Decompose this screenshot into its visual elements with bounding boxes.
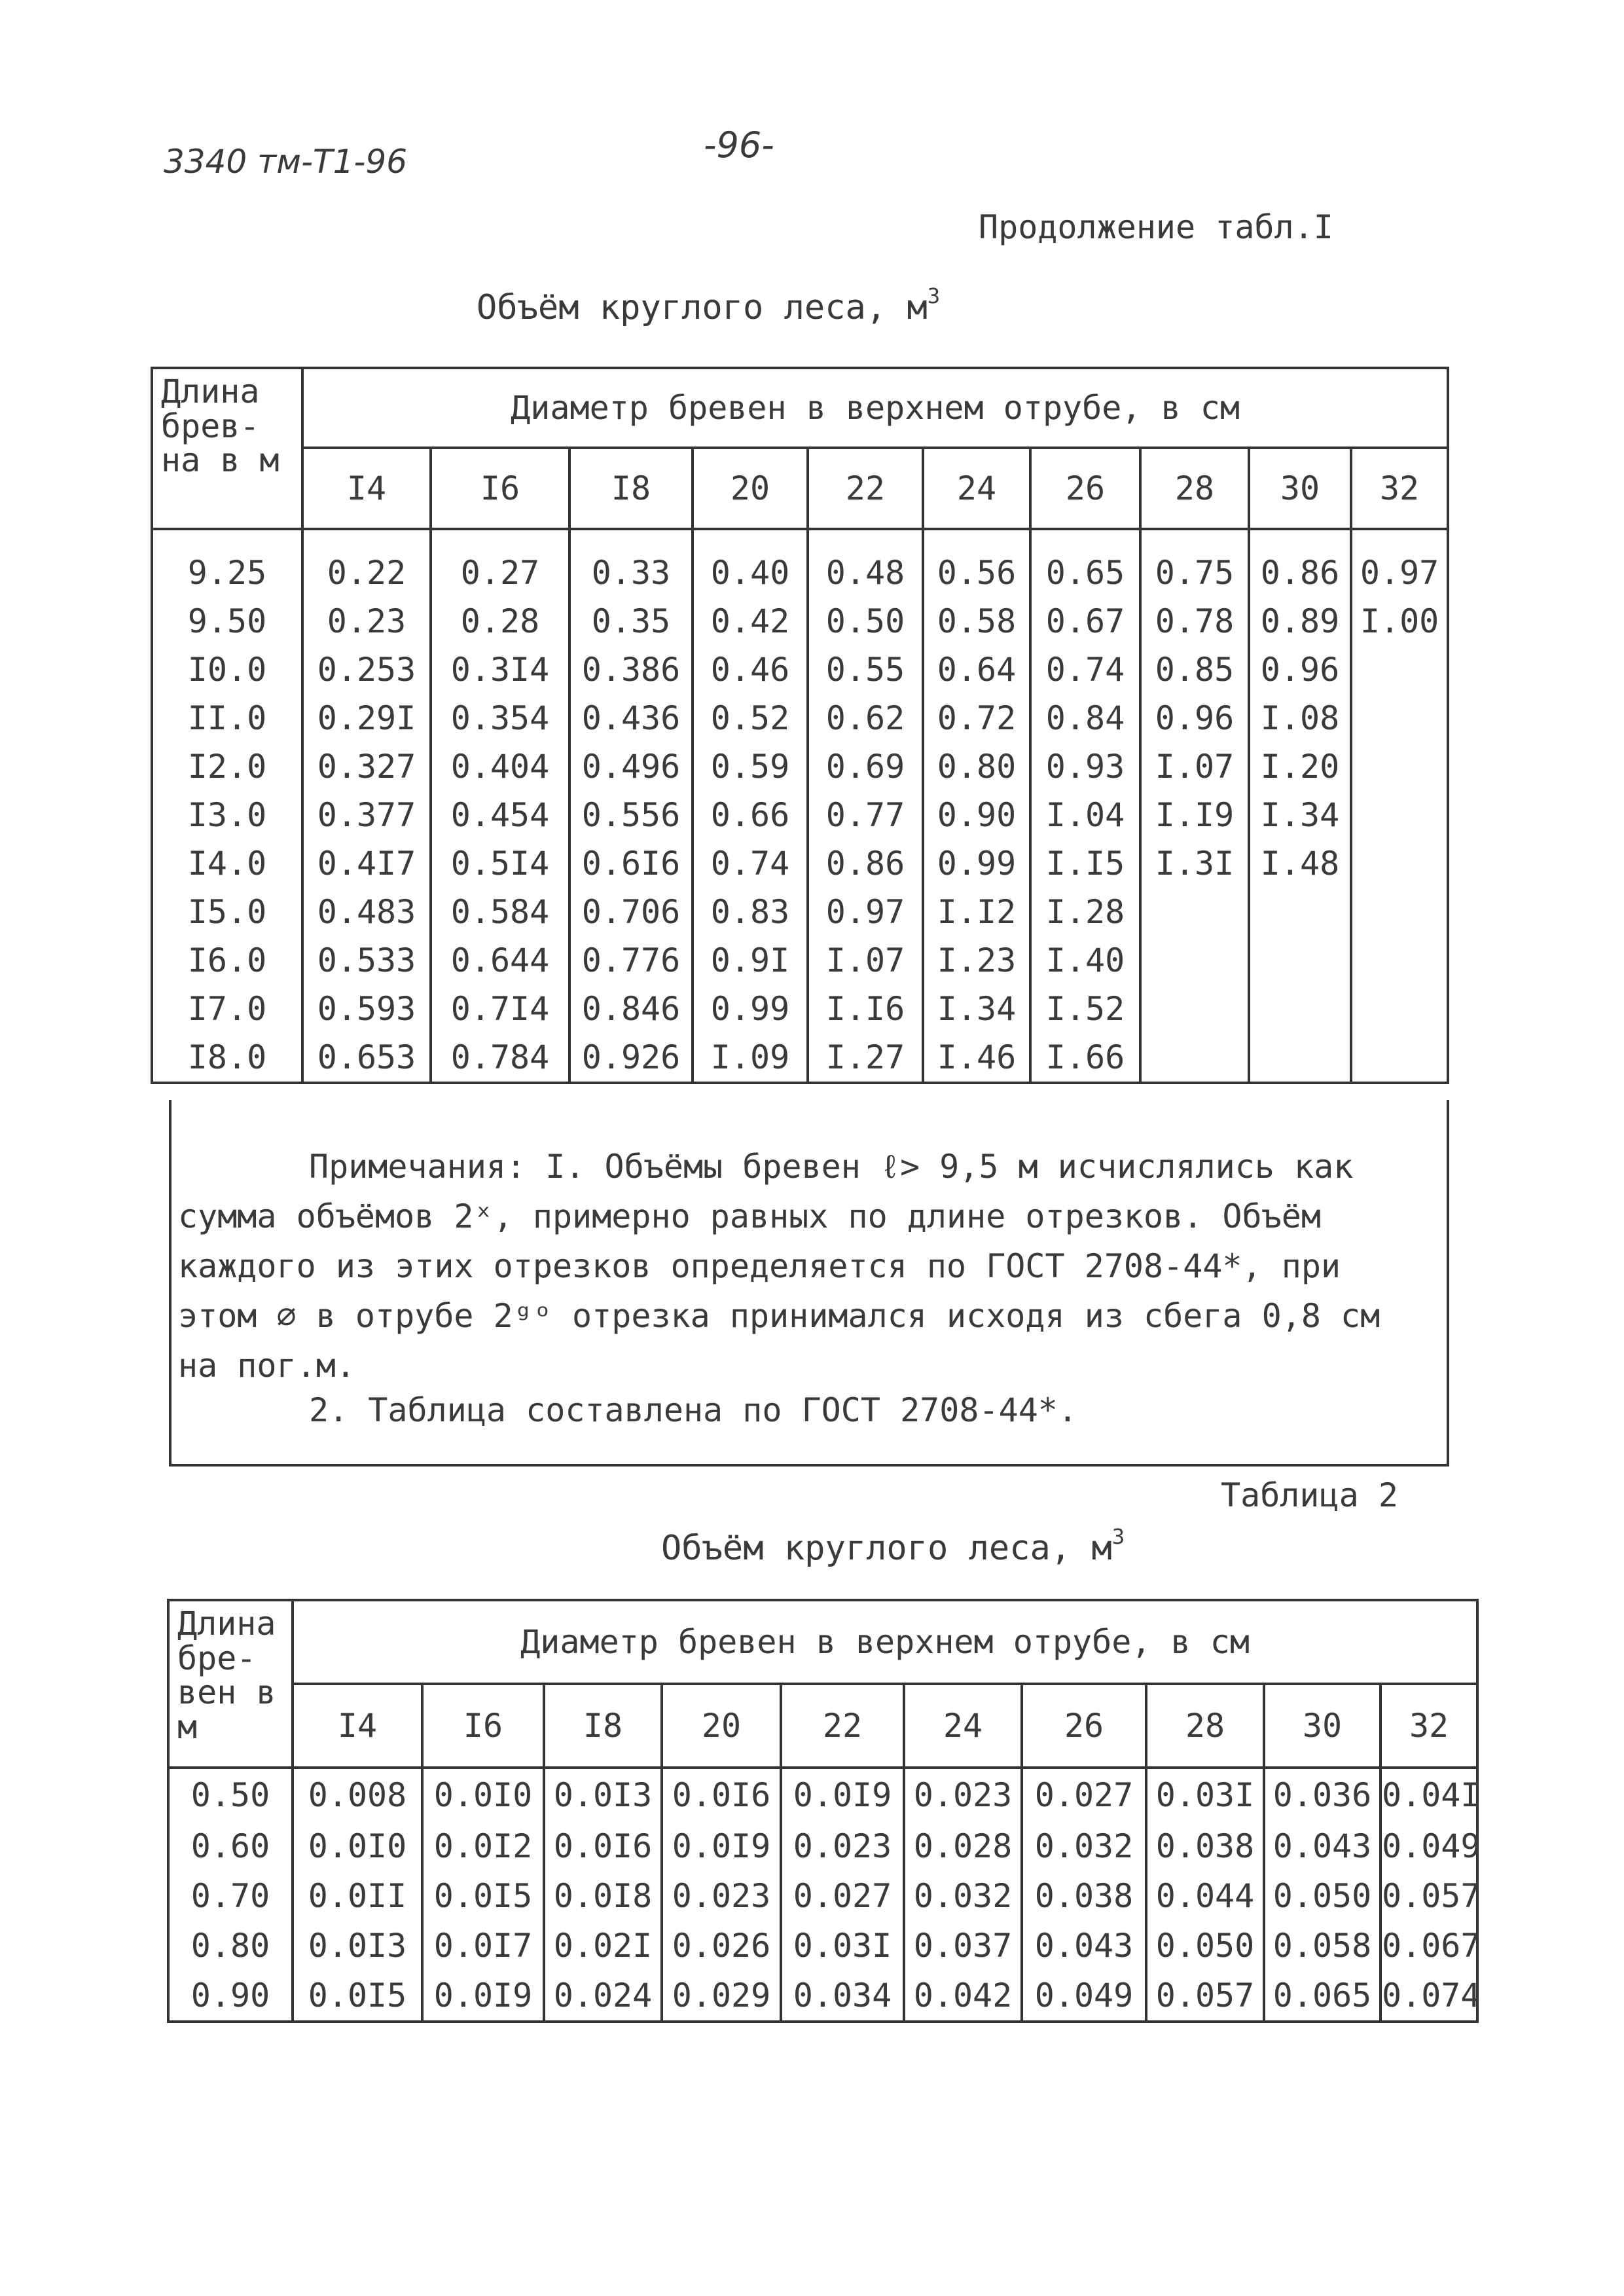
table2-volume-cell: 0.067	[1380, 1921, 1477, 1971]
table2-volume-cell: 0.0I9	[662, 1821, 781, 1871]
table1-column-header: I6	[431, 448, 569, 529]
table2-volume-cell: 0.038	[1146, 1821, 1264, 1871]
table-continuation-label: Продолжение табл.I	[979, 208, 1333, 246]
table2-column-header: 26	[1022, 1684, 1146, 1768]
table1-length-cell: 9.25	[152, 529, 302, 597]
table1-volume-cell: 0.483	[302, 888, 431, 936]
table1-length-cell: II.0	[152, 694, 302, 742]
table1-volume-cell	[1249, 985, 1351, 1033]
table1-volume-cell: 0.77	[808, 791, 923, 839]
table2-label: Таблица 2	[1221, 1476, 1398, 1514]
table1-volume-cell: I.09	[693, 1033, 808, 1083]
table1-column-header: 24	[923, 448, 1030, 529]
table1-volume-cell: I.I5	[1030, 839, 1140, 888]
table2-volume-cell: 0.0I2	[422, 1821, 544, 1871]
table1-volume-cell	[1351, 646, 1448, 694]
table2-volume-cell: 0.032	[904, 1871, 1022, 1921]
table1-volume-cell: I.46	[923, 1033, 1030, 1083]
table2-row	[168, 1921, 1477, 1971]
table1-volume-cell: 0.42	[693, 597, 808, 646]
table1-volume-cell: 0.454	[431, 791, 569, 839]
table1-volume-cell: 0.653	[302, 1033, 431, 1083]
table2-column-header: 32	[1380, 1684, 1477, 1768]
table1-volume-cell: 0.99	[693, 985, 808, 1033]
table1-volume-cell	[1140, 936, 1249, 985]
table2-body	[168, 1768, 1481, 2022]
table1-volume-cell: 0.377	[302, 791, 431, 839]
table1-length-cell: I6.0	[152, 936, 302, 985]
table1-volume-cell	[1140, 1033, 1249, 1083]
table1-volume-cell: 0.33	[569, 529, 693, 597]
table1-volume-cell: 0.354	[431, 694, 569, 742]
table1-volume-cell: 0.9I	[693, 936, 808, 985]
table2-volume-cell: 0.043	[1022, 1921, 1146, 1971]
table1-diameter-header: Диаметр бревен в верхнем отрубе, в см	[302, 368, 1448, 448]
table2-diameter-header: Диаметр бревен в верхнем отрубе, в см	[293, 1600, 1477, 1684]
table1-volume-cell: I.08	[1249, 694, 1351, 742]
table2-volume-cell: 0.0I0	[422, 1768, 544, 1821]
table1-length-cell: I0.0	[152, 646, 302, 694]
table1-volume-cell: I.23	[923, 936, 1030, 985]
table2-volume-cell: 0.0I5	[422, 1871, 544, 1921]
table1-volume-cell: I.I6	[808, 985, 923, 1033]
table1-volume-cell: 0.4I7	[302, 839, 431, 888]
table2-length-cell: 0.70	[168, 1871, 293, 1921]
table1-volume-cell	[1140, 888, 1249, 936]
table2-volume-cell: 0.057	[1380, 1871, 1477, 1921]
table1-row	[152, 839, 1448, 888]
table1-columns-row	[152, 448, 1448, 529]
table1-volume-cell: 0.6I6	[569, 839, 693, 888]
table2-column-header: I8	[544, 1684, 662, 1768]
table1	[151, 367, 1449, 1084]
table1-volume-cell: I.52	[1030, 985, 1140, 1033]
table1-volume-cell	[1249, 1033, 1351, 1083]
table2-volume-cell: 0.0II	[293, 1871, 422, 1921]
page-number: -96-	[704, 124, 774, 166]
table2-volume-cell: 0.0I8	[544, 1871, 662, 1921]
table1-row	[152, 742, 1448, 791]
table2-column-header: 28	[1146, 1684, 1264, 1768]
table2-column-header: I4	[293, 1684, 422, 1768]
table1-volume-cell: 0.80	[923, 742, 1030, 791]
table2-volume-cell: 0.032	[1022, 1821, 1146, 1871]
table1-volume-cell: 0.35	[569, 597, 693, 646]
table1-volume-cell: 0.62	[808, 694, 923, 742]
table1-volume-cell	[1351, 936, 1448, 985]
table2-volume-cell: 0.050	[1264, 1871, 1380, 1921]
table1-volume-cell: 0.78	[1140, 597, 1249, 646]
table2	[167, 1599, 1479, 2023]
table1-column-header: I8	[569, 448, 693, 529]
table1-volume-cell: 0.253	[302, 646, 431, 694]
table1-volume-cell: 0.55	[808, 646, 923, 694]
table1-volume-cell: 0.74	[693, 839, 808, 888]
table1-volume-cell: I.27	[808, 1033, 923, 1083]
table1-volume-cell: 0.29I	[302, 694, 431, 742]
table1-volume-cell	[1351, 888, 1448, 936]
table1-length-cell: 9.50	[152, 597, 302, 646]
table1-row	[152, 694, 1448, 742]
table1-volume-cell: 0.386	[569, 646, 693, 694]
table2-volume-cell: 0.034	[781, 1971, 904, 2022]
table1-row	[152, 888, 1448, 936]
table1-volume-cell: I.00	[1351, 597, 1448, 646]
table1-volume-cell: 0.84	[1030, 694, 1140, 742]
table2-row	[168, 1768, 1477, 1821]
table1-volume-cell: 0.48	[808, 529, 923, 597]
table2-volume-cell: 0.0I3	[544, 1768, 662, 1821]
table1-volume-cell	[1351, 694, 1448, 742]
table2-volume-cell: 0.038	[1022, 1871, 1146, 1921]
table1-volume-cell: 0.22	[302, 529, 431, 597]
table2-column-header: 22	[781, 1684, 904, 1768]
table2-volume-cell: 0.0I5	[293, 1971, 422, 2022]
table2-title-text: Объём круглого леса, м	[661, 1529, 1112, 1568]
table2-volume-cell: 0.027	[781, 1871, 904, 1921]
table1-volume-cell: I.I2	[923, 888, 1030, 936]
table1-volume-cell: 0.584	[431, 888, 569, 936]
table2-row	[168, 1971, 1477, 2022]
table1-row	[152, 646, 1448, 694]
note-2: 2. Таблица составлена по ГОСТ 2708-44*.	[309, 1391, 1077, 1429]
table2-title	[661, 1523, 1125, 1568]
table1-volume-cell: 0.56	[923, 529, 1030, 597]
table1-volume-cell: I.07	[1140, 742, 1249, 791]
table1-volume-cell: 0.58	[923, 597, 1030, 646]
table1-column-header: I4	[302, 448, 431, 529]
document-code: 3340 тм-Т1-96	[164, 143, 408, 181]
table2-volume-cell: 0.023	[781, 1821, 904, 1871]
table2-volume-cell: 0.0I0	[293, 1821, 422, 1871]
table1-row	[152, 985, 1448, 1033]
table1-volume-cell: 0.926	[569, 1033, 693, 1083]
table1-length-cell: I7.0	[152, 985, 302, 1033]
table1-volume-cell: 0.404	[431, 742, 569, 791]
table1-volume-cell: I.I9	[1140, 791, 1249, 839]
table1-volume-cell: 0.89	[1249, 597, 1351, 646]
table1-volume-cell: 0.83	[693, 888, 808, 936]
table1-volume-cell: 0.99	[923, 839, 1030, 888]
table2-volume-cell: 0.049	[1380, 1821, 1477, 1871]
table2-volume-cell: 0.024	[544, 1971, 662, 2022]
table1-notes	[169, 1100, 1449, 1467]
table2-volume-cell: 0.04I	[1380, 1768, 1477, 1821]
table1-volume-cell: I.28	[1030, 888, 1140, 936]
table2-length-cell: 0.90	[168, 1971, 293, 2022]
table1-row	[152, 529, 1448, 597]
table2-row	[168, 1821, 1477, 1871]
table1-volume-cell: 0.74	[1030, 646, 1140, 694]
table2-length-cell: 0.50	[168, 1768, 293, 1821]
table2-volume-cell: 0.074	[1380, 1971, 1477, 2022]
table1-length-cell: I4.0	[152, 839, 302, 888]
table1-row	[152, 791, 1448, 839]
table1-volume-cell	[1249, 888, 1351, 936]
table1-volume-cell: 0.50	[808, 597, 923, 646]
table2-volume-cell: 0.042	[904, 1971, 1022, 2022]
table1-column-header: 22	[808, 448, 923, 529]
table1-volume-cell: 0.46	[693, 646, 808, 694]
table1-volume-cell: 0.86	[808, 839, 923, 888]
table1-volume-cell: 0.64	[923, 646, 1030, 694]
table1-volume-cell	[1351, 839, 1448, 888]
table2-volume-cell: 0.043	[1264, 1821, 1380, 1871]
note-1: Примечания: I. Объёмы бревен ℓ> 9,5 м исчислялись как сумма объёмов 2ˣ, примерно равных по длине отрезков. Объём каждого из этих отрезков определяется по ГОСТ 2708-44*, при этом ∅ в отрубе 2ᵍᵒ отрезка принимался исходя из сбега 0,8 см на пог.м.	[178, 1148, 1380, 1385]
table1-volume-cell: 0.86	[1249, 529, 1351, 597]
table2-volume-cell: 0.050	[1146, 1921, 1264, 1971]
table2-volume-cell: 0.0I9	[422, 1971, 544, 2022]
table2-volume-cell: 0.037	[904, 1921, 1022, 1971]
table1-row	[152, 597, 1448, 646]
table1-volume-cell: 0.7I4	[431, 985, 569, 1033]
table2-corner-header: Длина бре- вен в м	[168, 1600, 293, 1768]
table1-volume-cell: I.40	[1030, 936, 1140, 985]
table1-title	[477, 283, 941, 327]
table2-volume-cell: 0.058	[1264, 1921, 1380, 1971]
table1-volume-cell: 0.436	[569, 694, 693, 742]
table1-volume-cell: 0.96	[1140, 694, 1249, 742]
table2-volume-cell: 0.0I9	[781, 1768, 904, 1821]
table2-volume-cell: 0.065	[1264, 1971, 1380, 2022]
table1-volume-cell: 0.90	[923, 791, 1030, 839]
table2-volume-cell: 0.03I	[1146, 1768, 1264, 1821]
table1-volume-cell: 0.67	[1030, 597, 1140, 646]
table1-volume-cell: I.66	[1030, 1033, 1140, 1083]
table1-length-cell: I3.0	[152, 791, 302, 839]
table1-column-header: 26	[1030, 448, 1140, 529]
table1-volume-cell: 0.69	[808, 742, 923, 791]
table1-volume-cell: 0.496	[569, 742, 693, 791]
table1-volume-cell: 0.784	[431, 1033, 569, 1083]
table1-column-header: 30	[1249, 448, 1351, 529]
table1-volume-cell: 0.59	[693, 742, 808, 791]
table1-volume-cell: 0.28	[431, 597, 569, 646]
table1-body	[152, 529, 1448, 1083]
table1-volume-cell: 0.846	[569, 985, 693, 1033]
table1-volume-cell: 0.533	[302, 936, 431, 985]
table2-column-header: 20	[662, 1684, 781, 1768]
table1-volume-cell: I.20	[1249, 742, 1351, 791]
table2-row	[168, 1871, 1477, 1921]
table1-volume-cell: 0.93	[1030, 742, 1140, 791]
table1-volume-cell: 0.40	[693, 529, 808, 597]
table1-volume-cell: 0.706	[569, 888, 693, 936]
table2-volume-cell: 0.044	[1146, 1871, 1264, 1921]
table1-volume-cell: 0.644	[431, 936, 569, 985]
table2-length-cell: 0.60	[168, 1821, 293, 1871]
table1-volume-cell: 0.593	[302, 985, 431, 1033]
table2-volume-cell: 0.036	[1264, 1768, 1380, 1821]
table1-volume-cell: I.34	[923, 985, 1030, 1033]
table1-column-header: 20	[693, 448, 808, 529]
table2-volume-cell: 0.026	[662, 1921, 781, 1971]
table1-length-cell: I2.0	[152, 742, 302, 791]
table1-title-text: Объём круглого леса, м	[477, 288, 928, 327]
table2-columns-row	[168, 1684, 1477, 1768]
table2-column-header: 30	[1264, 1684, 1380, 1768]
table1-row	[152, 936, 1448, 985]
table1-volume-cell: 0.52	[693, 694, 808, 742]
table2-volume-cell: 0.0I6	[544, 1821, 662, 1871]
table1-volume-cell: 0.27	[431, 529, 569, 597]
table1-volume-cell	[1140, 985, 1249, 1033]
table1-volume-cell: I.3I	[1140, 839, 1249, 888]
table2-column-header: 24	[904, 1684, 1022, 1768]
table1-row	[152, 1033, 1448, 1083]
table1-volume-cell: 0.75	[1140, 529, 1249, 597]
table1-volume-cell: 0.556	[569, 791, 693, 839]
table1-volume-cell: I.04	[1030, 791, 1140, 839]
table1-volume-cell: 0.5I4	[431, 839, 569, 888]
table1-volume-cell: 0.97	[1351, 529, 1448, 597]
table1-column-header: 32	[1351, 448, 1448, 529]
table1-title-sup: 3	[927, 283, 941, 308]
table1-volume-cell: 0.97	[808, 888, 923, 936]
table1-volume-cell: 0.72	[923, 694, 1030, 742]
table2-volume-cell: 0.03I	[781, 1921, 904, 1971]
table1-volume-cell	[1351, 742, 1448, 791]
table2-volume-cell: 0.0I7	[422, 1921, 544, 1971]
table1-length-cell: I8.0	[152, 1033, 302, 1083]
table2-title-sup: 3	[1111, 1523, 1125, 1549]
table1-volume-cell: 0.776	[569, 936, 693, 985]
table1-volume-cell: 0.65	[1030, 529, 1140, 597]
table1-volume-cell: I.34	[1249, 791, 1351, 839]
table2-volume-cell: 0.057	[1146, 1971, 1264, 2022]
table2-column-header: I6	[422, 1684, 544, 1768]
table2-volume-cell: 0.028	[904, 1821, 1022, 1871]
table1-column-header: 28	[1140, 448, 1249, 529]
table2-volume-cell: 0.049	[1022, 1971, 1146, 2022]
table1-volume-cell: I.48	[1249, 839, 1351, 888]
table1-volume-cell: 0.85	[1140, 646, 1249, 694]
table1-corner-header: Длина брев- на в м	[152, 368, 302, 529]
table1-volume-cell	[1351, 985, 1448, 1033]
table2-length-cell: 0.80	[168, 1921, 293, 1971]
table1-length-cell: I5.0	[152, 888, 302, 936]
table1-volume-cell	[1351, 791, 1448, 839]
table2-volume-cell: 0.023	[662, 1871, 781, 1921]
table2-volume-cell: 0.0I6	[662, 1768, 781, 1821]
table1-volume-cell: I.07	[808, 936, 923, 985]
table2-volume-cell: 0.02I	[544, 1921, 662, 1971]
table1-volume-cell	[1249, 936, 1351, 985]
table1-volume-cell: 0.327	[302, 742, 431, 791]
table2-volume-cell: 0.0I3	[293, 1921, 422, 1971]
table1-volume-cell: 0.96	[1249, 646, 1351, 694]
table1-volume-cell	[1351, 1033, 1448, 1083]
table2-volume-cell: 0.008	[293, 1768, 422, 1821]
table2-volume-cell: 0.023	[904, 1768, 1022, 1821]
table1-volume-cell: 0.23	[302, 597, 431, 646]
table2-volume-cell: 0.029	[662, 1971, 781, 2022]
table1-volume-cell: 0.66	[693, 791, 808, 839]
table2-volume-cell: 0.027	[1022, 1768, 1146, 1821]
table1-volume-cell: 0.3I4	[431, 646, 569, 694]
